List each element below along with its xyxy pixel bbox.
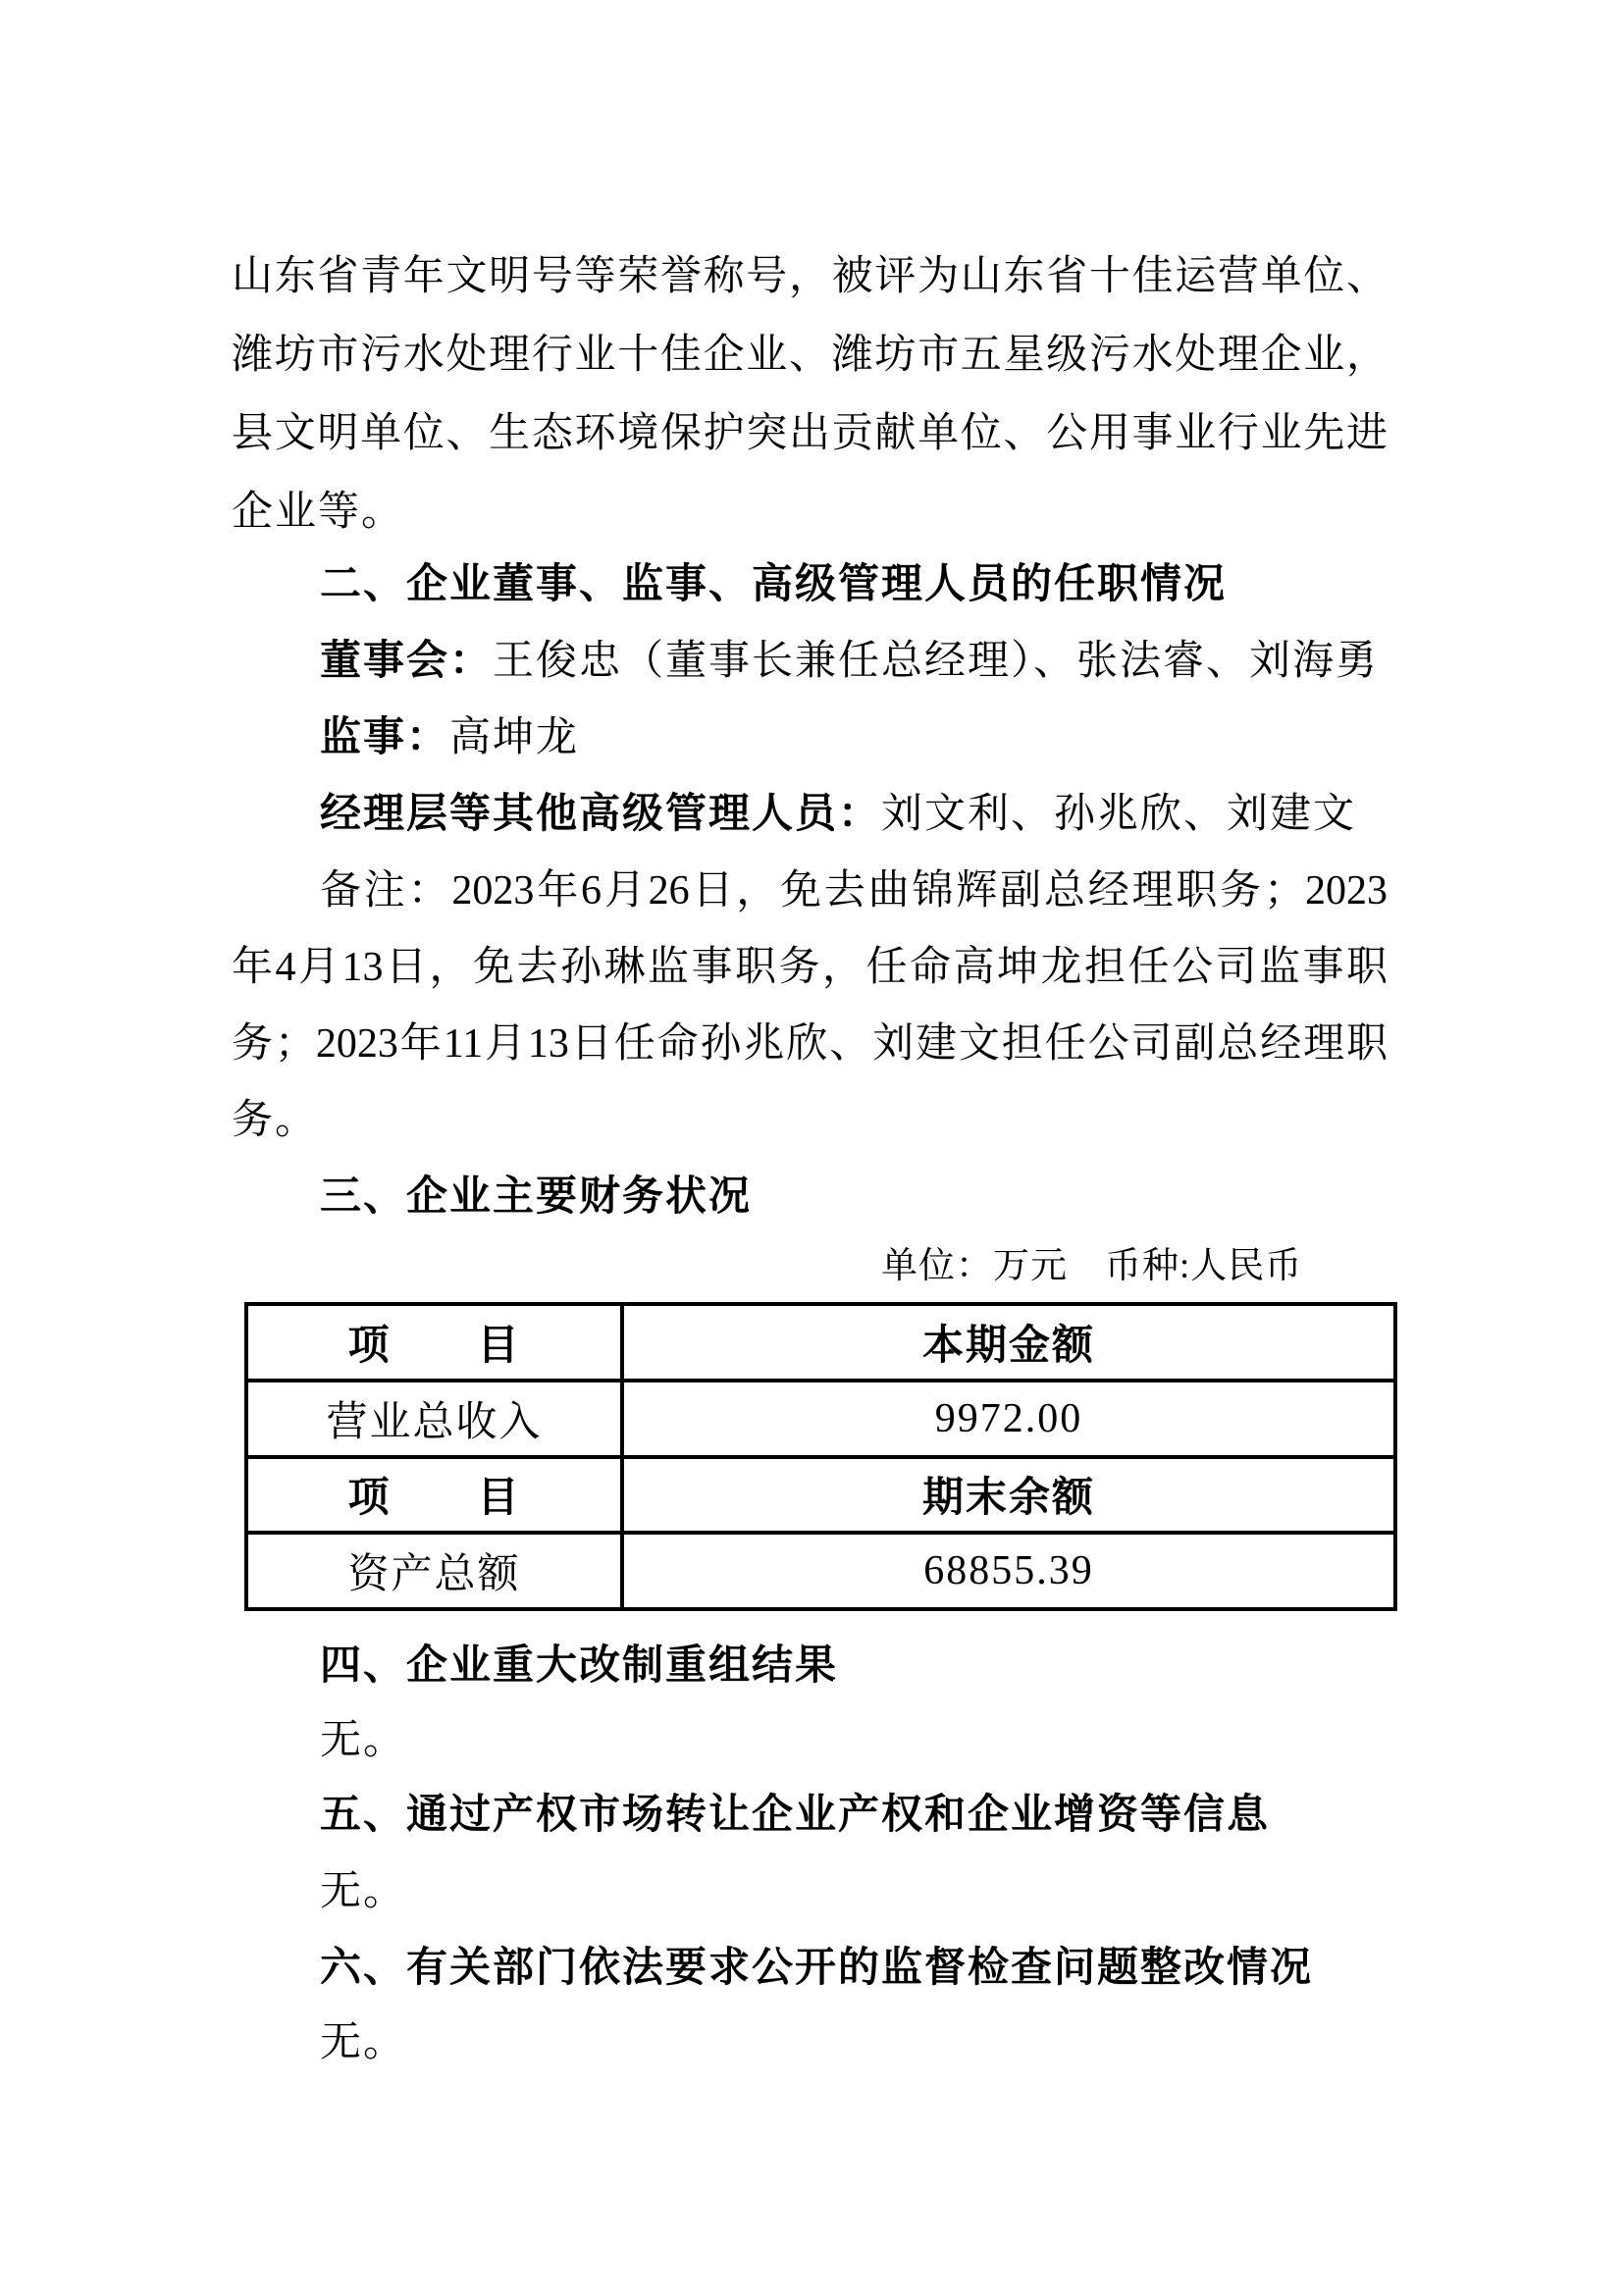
note-line-1: 备注：2023年6月26日，免去曲锦辉副总经理职务；2023: [320, 868, 1388, 913]
section5-body: 无。: [320, 1869, 407, 1914]
amount-cell: 9972.00: [622, 1381, 1395, 1457]
intro-line-1: 山东省青年文明号等荣誉称号，被评为山东省十佳运营单位、: [232, 254, 1388, 299]
managers-label: 经理层等其他高级管理人员：: [320, 792, 882, 837]
item-cell: 资产总额: [246, 1533, 622, 1609]
amount-cell: 68855.39: [622, 1533, 1395, 1609]
section6-heading: 六、有关部门依法要求公开的监督检查问题整改情况: [320, 1946, 1314, 1991]
amount-header-cell: 本期金额: [622, 1304, 1395, 1381]
table-row: [246, 1304, 1395, 1381]
item-header-cell: 项 目: [246, 1457, 622, 1534]
intro-line-2: 潍坊市污水处理行业十佳企业、潍坊市五星级污水处理企业，: [232, 333, 1388, 378]
table-row: [246, 1381, 1395, 1457]
supervisor-value: 高坤龙: [449, 715, 580, 760]
section5-heading: 五、通过产权市场转让企业产权和企业增资等信息: [320, 1793, 1271, 1838]
unit-note: 单位：万元 币种:人民币: [881, 1246, 1303, 1286]
intro-line-4: 企业等。: [232, 490, 405, 535]
supervisor-line: [320, 714, 579, 761]
table-row: [246, 1533, 1395, 1609]
board-value: 王俊忠（董事长兼任总经理）、张法睿、刘海勇: [493, 639, 1380, 684]
section2-heading: 二、企业董事、监事、高级管理人员的任职情况: [320, 562, 1228, 607]
item-cell: 营业总收入: [246, 1381, 622, 1457]
item-header-cell: 项 目: [246, 1304, 622, 1381]
supervisor-label: 监事：: [320, 715, 450, 760]
note-line-3: 务；2023年11月13日任命孙兆欣、刘建文担任公司副总经理职: [232, 1021, 1388, 1067]
financial-table: [244, 1302, 1397, 1611]
managers-line: [320, 791, 1356, 838]
section4-heading: 四、企业重大改制重组结果: [320, 1643, 839, 1689]
amount-header-cell: 期末余额: [622, 1457, 1395, 1534]
section4-body: 无。: [320, 1718, 407, 1763]
board-line: [320, 638, 1379, 685]
note-line-4: 务。: [232, 1098, 319, 1143]
section3-heading: 三、企业主要财务状况: [320, 1174, 753, 1220]
managers-value: 刘文利、孙兆欣、刘建文: [881, 792, 1357, 837]
section6-body: 无。: [320, 2020, 407, 2065]
intro-line-3: 县文明单位、生态环境保护突出贡献单位、公用事业行业先进: [232, 411, 1388, 456]
board-label: 董事会：: [320, 639, 494, 684]
table-row: [246, 1457, 1395, 1534]
note-line-2: 年4月13日，免去孙琳监事职务，任命高坤龙担任公司监事职: [232, 945, 1388, 990]
